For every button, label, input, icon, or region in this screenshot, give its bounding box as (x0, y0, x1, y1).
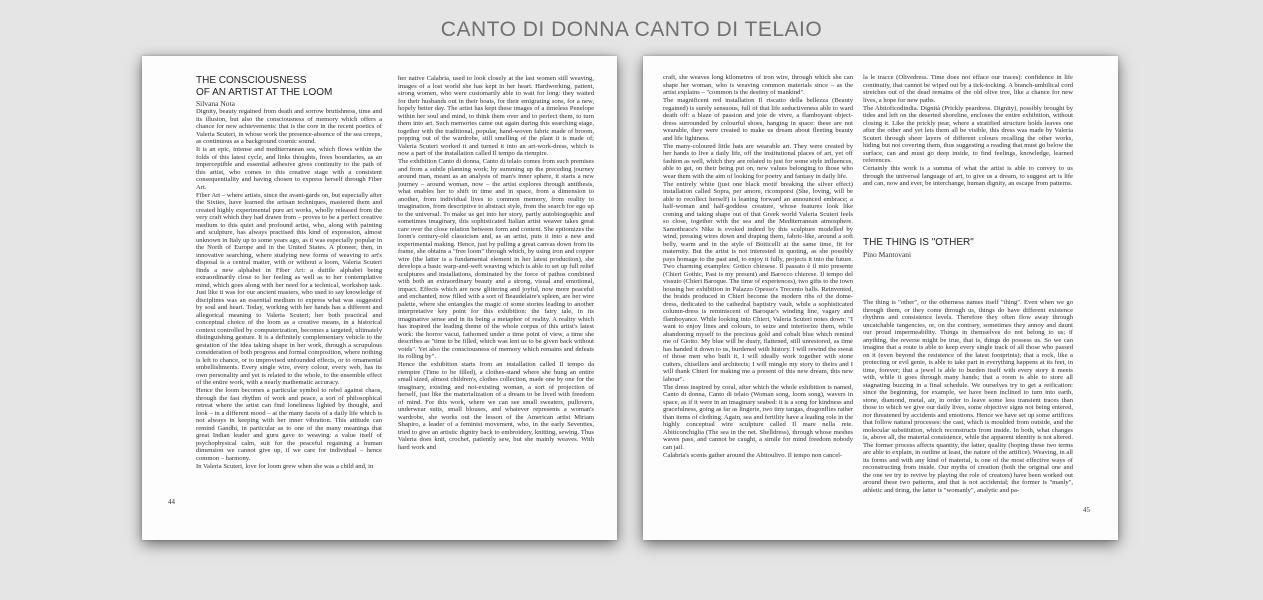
paragraph: The magnificent red installation Il riscatto della bellezza (Beauty regained) is surely sensuous, full of that life seductiveness able to ward death off: a blaze of passion and joie de vivre, a flamboyant object-dress surrounded by colourful shoes, hanging in space: these are not wearable, they were created to make us dream about fleeting beauty and life lightness. (663, 97, 853, 142)
article2-title: THE THING IS "OTHER" (863, 237, 974, 248)
paragraph: Calabria's scents gather around the Abitoulivo. Il tempo non cancel- (663, 451, 843, 459)
paragraph: her native Calabria, used to look closely at the last women still weaving, images of a lost world she has kept in her heart. Hardworking, patient, strong women, who were customarily able to wait for long: they waited for their husbands out in their boats, for their emigrating sons, for a new, hopely better day. The artist has kept these images of a timeless Penelope within her soul and mind, to think them over and to perfect them, to turn them into art. Such memories came out again during this searching stage, together with the traditional, popular, hand-woven fabric made of broom, popping out of the wardrobe, still smelling of the plant it is made of; Valeria Scuteri worked it and turned it into an art-work-dress, which is now a part of the installation called Il tempo da riempire. (398, 75, 594, 157)
paragraph: The dress inspired by coral, after which the whole exhibition is named, Canto di donna, Canto di telaio (Woman song, loom song), wavers in space, as if it were in an imaginary seabed: it is a song for kindness and gracefulness, going as far as lingerie, two tiny tangas, dragonflies rather than items of clothing. Again, sea and fertility have a leading role in the highly conceptual wire sculpture called Il mare nella rete. Abiticonchiglia (The sea in the net. Shelldress), through whose meshes waves pass, and cannot be caught, a simile for mind freedom nobody can jail. (663, 383, 853, 451)
paragraph: la le tracce (Olivedress. Time does not efface our traces): confidence in life continuity, that cannot be wiped out by a tick-tocking. A branch-umbilical cord stretches out of the dead remains of the old olive tree, like a chance for new lives, a hope for new paths. (863, 74, 1073, 104)
article2-heading (863, 238, 1073, 265)
paragraph: Hence the exhibition starts from an installation called Il tempo da riempire (Time to be filled), a clothes-stand where she hung an entire small sized, almost children's, clothes collection, made one by one for the imaginary, existing and not-existing woman, a sort of projection of herself, just like the materialization of a dream to be lived with freedom of mind. For this work, where we can see small sweaters, pullovers, underwear suits, small blouses, and whatever represents a woman's wardrobe, she works out the lesson of the American artist Miriam Shapiro, a leader of a feminist movement, who, in the early Seventies, tried to give an artistic dignity back to embroidery, knitting, sewing. Thus Valeria does knit, crochet, patiently sew, but she mainly weaves. With hard work and (398, 361, 594, 451)
article-title-line2: OF AN ARTIST AT THE LOOM (196, 86, 333, 98)
right-column-1 (663, 74, 853, 524)
right-page (643, 56, 1118, 540)
paragraph: Hence the loom becomes a particular symbol to rebel against chaos, through the fast rhythm of work and peace, a sort of philosophical retreat where the artist can find loneliness lighted by thought, and look – in a different mood – at the many facets of a daily life which is not always in keeping with her inner vibration. This attitude can remind Gandhi, in particular as to one of the many meanings that great Indian leader and guru gave to weaving: a value itself of psychophysical calm, suit for the peaceful regaining a human dimension we cannot give up, if we care for individual – hence common – harmony. (196, 387, 382, 462)
paragraph: The many-coloured little hats are wearable art. They were created by her hands to live a daily life, off the institutional places of art, yet off fashion as well, which they are related to just for some style influences, able to get, on their being put on, new values belonging to those who wear them with the aim of looking for poetry and fantasy in daily life. (663, 142, 853, 180)
paragraph: The thing is "other", or the otherness names itself "thing". Even when we go through them, or they come through us, things do have different existence rhythms and consistence levels. Therefore they often flow away through uncatchable tangencies, or, on the contrary, sometimes they annoy and daunt our proud impermeability. Things in themselves do not belong to us; if anything, the reverse might be true, that is, things do possess us. So we can imagine that a route is able to keep every single track of all those who passed on it (even beyond the resistence of the latest footprints); that a rock, like a protecting or evil genie, is able to take part in everything happens at its feet, in time, forever; that a jewel is able to burden itself with every story it meets with, while it goes through many hands; that a room is able to store all stagnating buzzing in a final schedule. We ourselves try to get a reification: since the beginning, for example, we have been inclined to turn into earth, stone, diamond, metal, air, in order to leave some less transient traces than those to which we give our daily lives, some objective signs not being entered, nor threatened by accidents and emotions. Hence we have set up some artifices that follow natural processes: the cast, which is moulded from outside, and the molecular substitution, which reconstructs from inside. In both, what changes is, above all, the material consistence, while the apparent identity is not altered. The former process affects quantity, the latter, quality (hoping these two terms are able to explain, in outline at least, the nature of the artifice). Weaving, in all its forms and with any kind of material, is one of the most effective ways of reconstructing from inside. Our myths of creation (both the original one and the one we try to revive by playing the role of creators) have been worked out around these two patterns, and that is not accidental; the former is "manly", athletic and tiring, the latter is "womanly", analytic and pa- (863, 299, 1073, 494)
right-column-2-top (863, 74, 1073, 234)
right-column-2-bottom (863, 299, 1073, 524)
left-page (142, 56, 617, 540)
left-column-1 (196, 108, 382, 516)
paragraph: In Valeria Scuteri, love for loom grew when she was a child and, in (196, 462, 374, 470)
page-number: 45 (1083, 506, 1090, 514)
article-author: Silvana Nota (196, 99, 235, 108)
paragraph: The entirely white (just one black motif breaking the silver effect) installation called Sopra, per amore, ricomporsi (She, loving, will be able to recollect herself) is leaning forward an announced embrace; a half-woman and half-goddess creature, whose features look like coming and taking shape out of that Greek world Valeria Scuteri feels so close, together with the sea and the Mediterranean atmosphere. Samothrace's Nike is evoked indeed by this sculpture modelled by wind, pressing wires down and draping them, fabric-like, around a soft belly, warm and in the style of Botticelli at the same time, fit for maternity. But the artist is not interested in quoting, as she possibly pays homage to the past and, to enjoy it fully, projects it into the future. Two charming examples: Gotico chiesese. Il passato è il mio presente (Chieri Gothic, Past is my present) and Barocco chierese. Il tempo del vissuto (Chieri Baroque. The time of experiences), two gifts to the town housing her exhibition in Palazzo Opesso's Trecento halls. Reinvented, the braids produced in Chieri become the modern ribs of the dome-dress, dedicated to the cathedral baptistry vault, while a sophisticated column-dress is reminiscent of Baroque's winding line, vagary and flamboyance. While looking into Chieri, Valeria Scuteri notes down: "I want to enjoy lines and colours, to seize and interiorize them, while abandoning myself to the precious gold and cobalt blue which remind me of Giotto. My blue will be dusty, flattened, still unrestored, as time has handed it down to us, burdened with history. I will rewind the sweat of those men who built it, I will ideally work together with stone cutters, chisellers and architects; I will mingle my story to theirs and I will thank Chieri for making me a present of this new dream, this new labour". (663, 180, 853, 383)
paragraph: The exhibition Canto di donna, Canto di telaio comes from such premises and from a subtle planning work; by summing up the preceding journey around man, meant as an analysis of man's inner sphere, it starts a new journey – around woman, now – the artist explores through antithesis, what enables her to shift in time and in space, from a dimension to another, from individual lives to common memory, from reality to imagination, from descriptive to abstract style, from the search for ego up to the universal. To make us get into her story, partly autobiographic and sometimes imaginary, this sophisticated Italian artist weaver takes great care over the close relation between form and content. She epitomizes the loom's century-old classicism and, as an artist, puts it into a new and experimental making. Hence, just by pulling a great canvas down from its frame, she obtains a "free loom" through which, by using iron and copper wire (the latter is a fundamental element in her latest production), she develops a basic warp-and-weft weaving which is able to set up full relief sculptures and installations, dominated by the force of pathos combined with both an extraordinary beauty and a strong, visual and emotional, impact. Effects which are now glittering and joyful, now more peaceful and enchanted, now filled with a sort of Beaudelaire's spleen, are her wire palette, where she entangles the magic of some stories leading to another interpretative key point for this exhibition: the fairy tale, in its imaginative sense and in its being a metaphor of reality. A reality which has inspired the leading theme of the whole corpus of this artist's latest work: the horror vacui, fathomed under a time point of view, a time she describes as "time to be filled, which was lent us to be given back without voids". Yet also the consciousness of memory which remains and defeats its rolling by". (398, 158, 594, 360)
left-column-2 (398, 75, 594, 520)
article2-author: Pino Mantovani (863, 249, 912, 259)
paragraph: Fiber Art – where artists, since the avant-gards on, but especially after the Sixties, have learned the artisan techniques, mastered them and created highly experimental pure art works, wholly released from the very craft which they had drawn from – proves to be a perfect creative medium to this quiet and profound artist, who, along with painting and sculpture, has always practised this kind of expression, almost unknown in Italy up to some years ago, as it was especially popular in the North of Europe and in the United States. A pioneer, then, in innovative searching, where studying new forms of weaving to art's disposal is a central matter, with or without a loom, Valeria Scuteri finds a new alphabet in Fiber Art: a duttile alphabet being extraordinarily close to her feeling as well as to her contemplative mind, which goes along with her need for a technical, workshop task. Just like it was for our ancient masters, who used to say knowledge of disciplines was an essential medium to express what was suggested by soul and heart. Today, working with her hands has a different and allegorical meaning to Valeria Scuteri; her both practical and conceptual choice of the loom as a creative means, in a historical context controlled by computerization, becomes a targeted, ultimately distinguishing gesture. It is a definitely complementary vehicle to the gestation of the idea taking shape in her work, through a scrupulous consideration of both progress and formal composition, where nothing is left to chance, or to improvised unfounded effects, or to ornamental embellishments. Every single wire, every colour, every web, has its own personality and yet is related to the whole, to the ensemble effect of the entire work, with a nearly mathematic accuracy. (196, 191, 382, 386)
paragraph: It is an epic, intense and mediterranean sea, which flows within the folds of this latest cycle, and links thoughts, frees boundaries, as an imperceptible and essential adhesive gives continuity to the path of this artist, who comes to this creative stage with a consistent consequentiality and having chosen to express herself through Fiber Art. (196, 146, 382, 191)
paragraph: Dignity, beauty regained from death and sorrow brutishness, time and its illusion, but also the consciousness of memory which offers a chance for new achievements: that is the core in the recent poetics of Valeria Scuteri, in whose work the presence-absence of the sea creeps, as continuous as a background cosmic sound. (196, 108, 382, 145)
paragraph: craft, she weaves long kilometres of iron wire, through which she can shape her woman, who is weaving common materials since – as the artist explains – "common is the destiny of mankind". (663, 74, 853, 96)
spread-title: CANTO DI DONNA CANTO DI TELAIO (440, 18, 823, 41)
article-title-line1: THE CONSCIOUSNESS (196, 75, 307, 86)
paragraph: The Abitoficodindia. Dignità (Prickly peardress. Dignity), possibly brought by tides and left on the deserted shoreline, encloses the entire exhibition, without closing it. Like the prickly pear, where a stratified structure holds leaves one after the other and yet lets them all be visible, this dress was made by Valeria Scuteri through sheer layers of different colours recalling the other works, hiding but not covering them, thus suggesting a reading that must go below the surface, can and must go deep inside, to find feelings, knowledge, learned references. (863, 104, 1073, 164)
page-number: 44 (168, 498, 175, 506)
paragraph: Certainly this work is a summa of what the artist is able to convey to us through the universal language of art, to give us a dream, to suggest art is life and can, now and ever, be interchange, human dignity, an escape from patterns. (863, 165, 1073, 187)
